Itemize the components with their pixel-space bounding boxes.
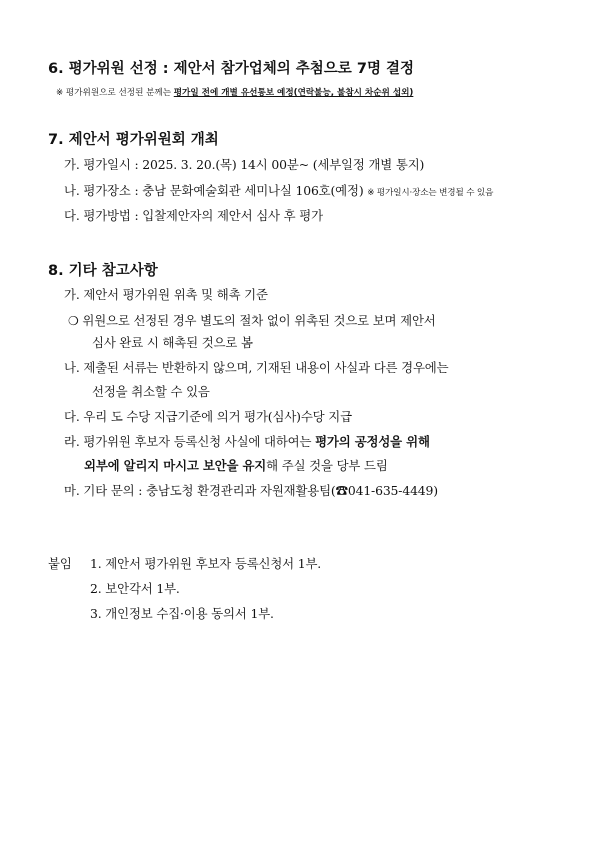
section-8-item-ra-2	[84, 456, 388, 474]
section-6-note	[56, 86, 413, 98]
section-8-ga-bullet	[68, 311, 436, 329]
attachment-item-1: 1. 제안서 평가위원 후보자 등록신청서 1부.	[90, 556, 322, 571]
attachment-label: 붙임	[48, 556, 72, 571]
section-8-item-ra-1	[64, 432, 430, 450]
section-6-note-emphasis: 평가일 전에 개별 유선통보 예정(연락불능, 불참시 차순위 섭외)	[173, 88, 414, 98]
section-7-item-date: 가. 평가일시 : 2025. 3. 20.(목) 14시 00분~ (세부일정 개별 통지)	[64, 157, 425, 172]
section-8-item-ra-2b: 해 주실 것을 당부 드림	[266, 458, 388, 473]
section-7-item-place-text: 나. 평가장소 : 충남 문화예술회관 세미나실 106호(예정)	[64, 183, 364, 198]
attachment-item-2: 2. 보안각서 1부.	[90, 581, 180, 596]
section-7-item-place-note: ※ 평가일시·장소는 변경될 수 있음	[367, 188, 494, 198]
section-8-item-na-1: 나. 제출된 서류는 반환하지 않으며, 기재된 내용이 사실과 다른 경우에는	[64, 360, 449, 375]
section-8-item-ra-2a: 외부에 알리지 마시고 보안을 유지	[84, 458, 267, 473]
circle-bullet-icon: ❍	[68, 314, 79, 328]
section-7-heading: 7. 제안서 평가위원회 개최	[48, 132, 219, 148]
section-8-item-ga: 가. 제안서 평가위원 위촉 및 해촉 기준	[64, 287, 268, 302]
attachment-item-3: 3. 개인정보 수집·이용 동의서 1부.	[90, 606, 274, 621]
section-8-ga-bullet-text-1: 위원으로 선정된 경우 별도의 절차 없이 위촉된 것으로 보며 제안서	[82, 313, 436, 328]
section-7-item-method: 다. 평가방법 : 입찰제안자의 제안서 심사 후 평가	[64, 208, 323, 223]
section-8-item-ra-1b: 평가의 공정성을 위해	[315, 434, 430, 449]
section-8-item-ra-1a: 라. 평가위원 후보자 등록신청 사실에 대하여는	[64, 434, 316, 449]
section-6-heading: 6. 평가위원 선정 : 제안서 참가업체의 추첨으로 7명 결정	[48, 61, 415, 77]
section-7-item-place	[64, 181, 493, 199]
section-8-ga-bullet-text-2: 심사 완료 시 해촉된 것으로 봄	[92, 335, 253, 350]
section-6-note-prefix: ※ 평가위원으로 선정된 분께는	[56, 88, 174, 98]
section-8-item-da: 다. 우리 도 수당 지급기준에 의거 평가(심사)수당 지급	[64, 409, 352, 424]
section-8-item-na-2: 선정을 취소할 수 있음	[92, 384, 210, 399]
section-8-heading: 8. 기타 참고사항	[48, 263, 158, 279]
section-8-item-ma: 마. 기타 문의 : 충남도청 환경관리과 자원재활용팀(☎041-635-4449)	[64, 483, 438, 498]
